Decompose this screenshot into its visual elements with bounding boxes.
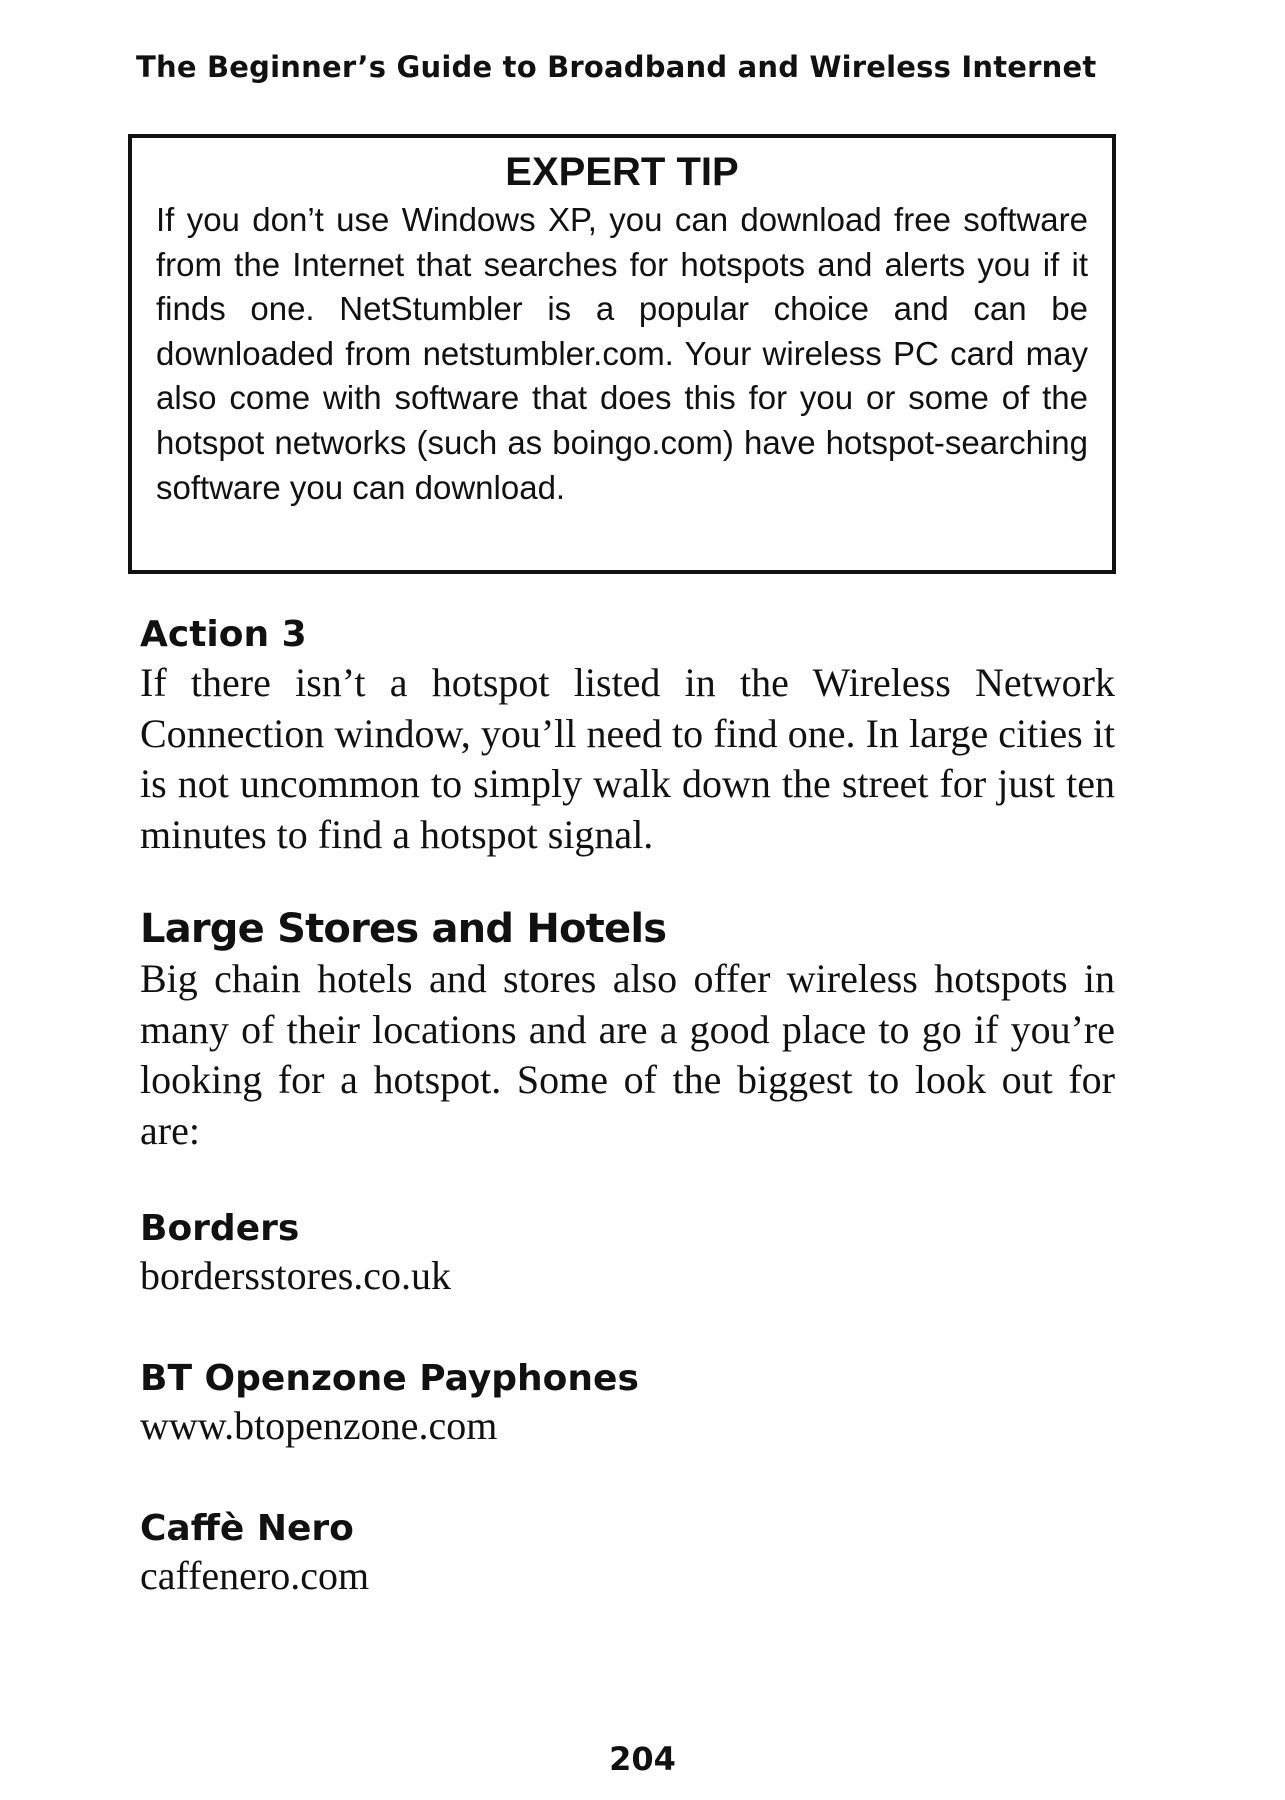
listing-url: bordersstores.co.uk — [140, 1253, 452, 1298]
large-stores-heading: Large Stores and Hotels — [140, 906, 667, 952]
listing-url: www.btopenzone.com — [140, 1403, 498, 1448]
listing-item — [140, 1356, 1115, 1450]
expert-tip-title: EXPERT TIP — [505, 150, 739, 194]
main-content — [140, 612, 1115, 1600]
large-stores-paragraph: Big chain hotels and stores also offer wireless hotspots in many of their locations and are a good place to go if you’re looking for a hotspot. Some of the biggest to look out for are: — [140, 956, 1115, 1153]
listing-item — [140, 1506, 1115, 1600]
action-3-heading: Action 3 — [140, 614, 307, 655]
listing-name: Borders — [140, 1208, 300, 1249]
page-number: 204 — [609, 1740, 676, 1778]
expert-tip-body: If you don’t use Windows XP, you can download free software from the Internet that searches for hotspots and alerts you if it finds one. NetStumbler is a popular choice and can be downloaded from netstumbler.com. Your wireless PC card may also come with software that does this for you or some of the hotspot networks (such as boingo.com) have hotspot-searching software you can download. — [156, 201, 1088, 506]
listing-item — [140, 1206, 1115, 1300]
expert-tip-box — [128, 134, 1116, 574]
listing-name: BT Openzone Payphones — [140, 1358, 639, 1399]
running-head-title: The Beginner’s Guide to Broadband and Wireless Internet — [136, 50, 1097, 84]
action-3-paragraph: If there isn’t a hotspot listed in the Wireless Network Connection window, you’ll need to find one. In large cities it is not uncommon to simply walk down the street for just ten minutes to find a hotspot signal. — [140, 660, 1115, 857]
listing-name: Caffè Nero — [140, 1508, 354, 1549]
listing-url: caffenero.com — [140, 1553, 370, 1598]
